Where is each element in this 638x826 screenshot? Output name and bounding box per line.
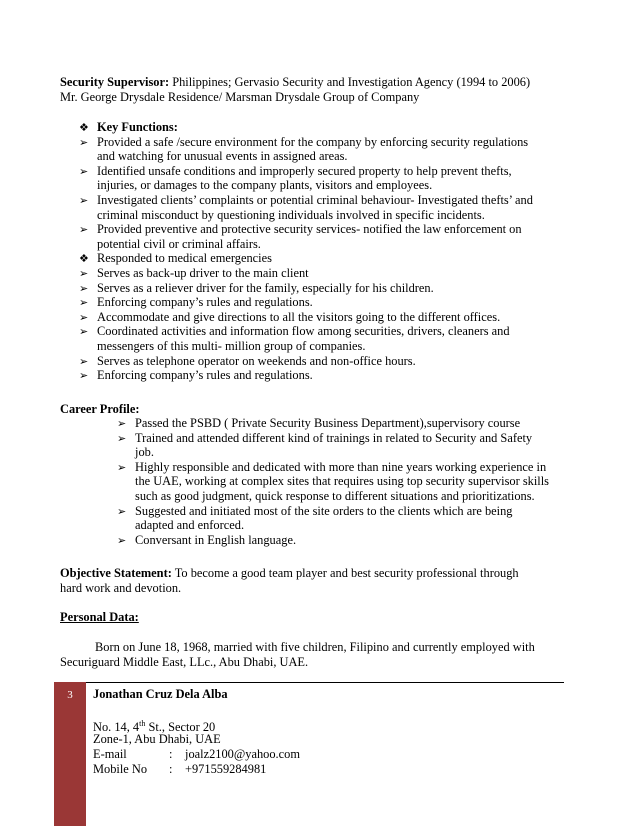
experience-header <box>60 75 580 90</box>
experience-item-text: Serves as back-up driver to the main client <box>97 266 309 280</box>
footer-sidebar <box>54 682 86 826</box>
career-bullet-arrow-icon: ➢ <box>117 460 127 474</box>
experience-bullet-arrow-icon: ➢ <box>79 223 89 237</box>
career-bullet-arrow-icon: ➢ <box>117 504 127 518</box>
career-item-text: Highly responsible and dedicated with more than nine years working experience in <box>135 459 547 474</box>
experience-bullet-arrow-icon: ➢ <box>79 325 89 339</box>
experience-bullet-arrow-icon: ➢ <box>79 281 89 295</box>
experience-bullet-diamond-icon: ❖ <box>79 121 89 134</box>
experience-bullet-arrow-icon: ➢ <box>79 135 89 149</box>
experience-item-text: Accommodate and give directions to all the visitors going to the different offices. <box>97 309 501 324</box>
career-bullet-arrow-icon: ➢ <box>117 533 127 547</box>
footer-name: Jonathan Cruz Dela Alba <box>93 687 228 701</box>
email-label: E-mail <box>93 747 127 761</box>
experience-employer: Mr. George Drysdale Residence/ Marsman Drysdale Group of Company <box>60 90 420 104</box>
footer-address-2: Zone-1, Abu Dhabi, UAE <box>93 732 221 746</box>
experience-item-text: Provided preventive and protective security services- notified the law enforcement on <box>97 222 522 237</box>
personal-text-2: Securiguard Middle East, LLc., Abu Dhabi, UAE. <box>60 655 309 669</box>
experience-item-text: Serves as telephone operator on weekends and non-office hours. <box>97 353 416 368</box>
footer-mobile-row <box>93 762 266 777</box>
career-item-text: job. <box>135 445 154 460</box>
career-item-text: Conversant in English language. <box>135 532 297 547</box>
experience-bullet-arrow-icon: ➢ <box>79 164 89 178</box>
address-suffix: St., Sector 20 <box>145 720 216 735</box>
experience-item-text: potential civil or criminal affairs. <box>97 236 261 251</box>
experience-item-text: Investigated clients’ complaints or potential criminal behaviour- Investigated thefts’ and <box>97 193 533 207</box>
experience-bullet-arrow-icon: ➢ <box>79 267 89 280</box>
experience-item-text: Enforcing company’s rules and regulations. <box>97 295 313 310</box>
mobile-label: Mobile No <box>93 762 148 776</box>
experience-item-text: criminal misconduct by questioning individuals involved in specific incidents. <box>97 207 485 222</box>
experience-item-text: Identified unsafe conditions and improperly secured property to help prevent thefts, <box>97 163 512 178</box>
career-bullet-arrow-icon: ➢ <box>117 417 127 430</box>
mobile-value: +971559284981 <box>185 762 267 776</box>
experience-bullet-arrow-icon: ➢ <box>79 354 89 368</box>
experience-bullet-arrow-icon: ➢ <box>79 194 89 207</box>
footer-email-row <box>93 747 300 762</box>
experience-bullet-arrow-icon: ➢ <box>79 369 89 383</box>
objective-heading: Objective Statement: <box>60 566 172 580</box>
career-item-text: Suggested and initiated most of the site orders to the clients which are being <box>135 503 513 518</box>
email-value[interactable]: joalz2100@yahoo.com <box>185 747 300 761</box>
personal-heading: Personal Data: <box>60 610 139 624</box>
experience-item-text: messengers of this multi- million group of companies. <box>97 339 366 353</box>
experience-bullet-diamond-icon: ❖ <box>79 252 89 266</box>
experience-item-text: injuries, or damages to the company plants, visitors and employees. <box>97 178 433 193</box>
objective-text: To become a good team player and best security professional through <box>171 566 519 580</box>
experience-details: Philippines; Gervasio Security and Investigation Agency (1994 to 2006) <box>169 75 531 89</box>
objective-line <box>60 566 580 581</box>
experience-item-text: Provided a safe /secure environment for the company by enforcing security regulations <box>97 134 529 149</box>
objective-text-2: hard work and devotion. <box>60 581 182 595</box>
page-number: 3 <box>67 689 73 701</box>
career-item-text: such as good judgment, quick response to different situations and prioritizations. <box>135 489 535 503</box>
career-item-text: Passed the PSBD ( Private Security Business Department),supervisory course <box>135 416 521 430</box>
career-bullet-arrow-icon: ➢ <box>117 431 127 445</box>
career-item-text: adapted and enforced. <box>135 518 245 533</box>
experience-bullet-arrow-icon: ➢ <box>79 310 89 324</box>
address-sup: th <box>139 719 146 728</box>
personal-text-1: Born on June 18, 1968, married with five children, Filipino and currently employed with <box>95 640 535 654</box>
experience-bullet-arrow-icon: ➢ <box>79 296 89 310</box>
email-separator: : <box>169 747 173 761</box>
footer-divider <box>86 682 564 683</box>
experience-item-text: and watching for unusual events in assigned areas. <box>97 149 348 164</box>
mobile-separator: : <box>169 762 173 776</box>
career-item-text: the UAE, working at complex sites that requires using top security supervisor skills <box>135 474 549 489</box>
experience-item-text: Enforcing company’s rules and regulations. <box>97 368 313 383</box>
experience-title: Security Supervisor: <box>60 75 170 89</box>
address-prefix: No. 14, 4 <box>93 720 140 735</box>
career-item-text: Trained and attended different kind of trainings in related to Security and Safety <box>135 430 533 445</box>
experience-item-text: Coordinated activities and information flow among securities, drivers, cleaners and <box>97 324 510 339</box>
experience-item-text: Serves as a reliever driver for the family, especially for his children. <box>97 280 434 295</box>
experience-item-text: Responded to medical emergencies <box>97 251 272 266</box>
experience-item-text: Key Functions: <box>97 120 178 134</box>
career-heading: Career Profile: <box>60 402 140 416</box>
